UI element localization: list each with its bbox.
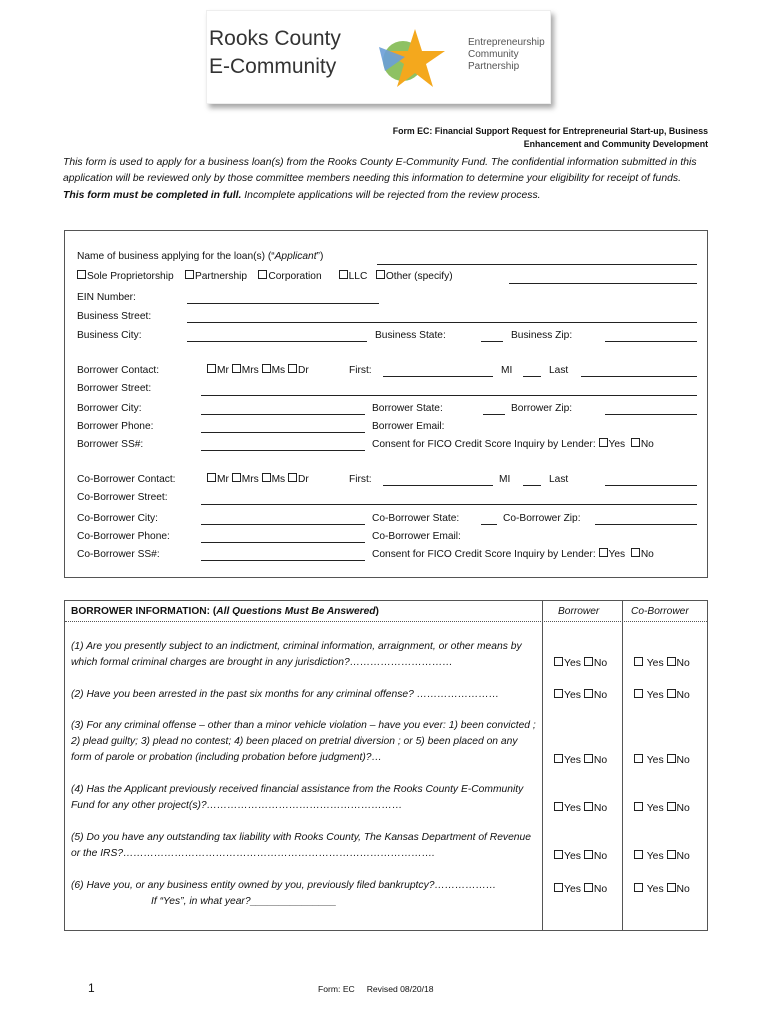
borrower-email-label: Borrower Email: (372, 421, 445, 432)
intro-paragraph: This form is used to apply for a business loan(s) from the Rooks County E-Community Fund. The confidential information submitted in this application will be reviewed only by those committee members needing this information to determine your eligibility for receipt of funds. This form must be completed in full. Incomplete applications will be rejected from the review process. (63, 157, 697, 201)
q1-borrower-answer (554, 657, 607, 669)
coborrower-consent-yes-checkbox[interactable]: Yes (599, 549, 626, 560)
coborrower-consent: Consent for FICO Credit Score Inquiry by Lender: Yes No (372, 549, 654, 560)
coborrower-title-options (207, 473, 309, 486)
coborrower-consent-no-checkbox[interactable]: No (631, 549, 654, 560)
business-street-label: Business Street: (77, 311, 152, 322)
q4-coborrower-no-checkbox[interactable]: No (667, 803, 690, 814)
other-specify-field[interactable] (509, 283, 697, 284)
q4-coborrower-answer (634, 802, 690, 814)
q1-coborrower-answer (634, 657, 690, 669)
borrower-first-field[interactable] (383, 376, 493, 377)
q6-coborrower-no-checkbox[interactable]: No (667, 884, 690, 895)
question-6-followup: If “Yes”, in what year?_______________ (151, 896, 337, 907)
question-4: (4) Has the Applicant previously received financial assistance from the Rooks County E-Community Fund for any other project(s)?………………………………………………… (71, 784, 524, 811)
borrower-street-label: Borrower Street: (77, 383, 152, 394)
borrower-title-options (207, 364, 309, 377)
coborrower-state-label: Co-Borrower State: (372, 513, 460, 524)
coborrower-first-label: First: (349, 474, 372, 485)
q3-coborrower-no-checkbox[interactable]: No (667, 755, 690, 766)
ein-field[interactable] (187, 303, 379, 304)
coborrower-city-label: Co-Borrower City: (77, 513, 158, 524)
entity-type-options (77, 270, 453, 283)
q6-borrower-no-checkbox[interactable]: No (584, 884, 607, 895)
column-divider (622, 601, 623, 930)
corporation-checkbox[interactable]: Corporation (258, 271, 321, 282)
q3-borrower-yes-checkbox[interactable]: Yes (554, 755, 581, 766)
q4-borrower-answer (554, 802, 607, 814)
question-2: (2) Have you been arrested in the past six months for any criminal offense? …………………… (71, 689, 500, 700)
business-name-label: Name of business applying for the loan(s) (“Applicant”) (77, 251, 324, 262)
business-state-label: Business State: (375, 330, 446, 341)
borrower-consent-yes-checkbox[interactable]: Yes (599, 439, 626, 450)
borrower-mrs-checkbox[interactable]: Mrs (232, 365, 259, 376)
q5-coborrower-yes-checkbox[interactable]: Yes (634, 851, 664, 862)
q3-coborrower-yes-checkbox[interactable]: Yes (634, 755, 664, 766)
question-5: (5) Do you have any outstanding tax liability with Rooks County, The Kansas Department of Revenue or the IRS?………………………………………………………………………………. (71, 832, 531, 859)
borrower-state-label: Borrower State: (372, 403, 443, 414)
borrower-consent: Consent for FICO Credit Score Inquiry by Lender: Yes No (372, 439, 654, 450)
q6-coborrower-answer (634, 883, 690, 895)
business-city-label: Business City: (77, 330, 142, 341)
borrower-last-label: Last (549, 365, 569, 376)
partnership-checkbox[interactable]: Partnership (185, 271, 247, 282)
q4-borrower-yes-checkbox[interactable]: Yes (554, 803, 581, 814)
borrower-ss-label: Borrower SS#: (77, 439, 144, 450)
q5-borrower-yes-checkbox[interactable]: Yes (554, 851, 581, 862)
borrower-state-field[interactable] (483, 414, 505, 415)
star-logo-icon (375, 23, 447, 95)
q5-borrower-answer (554, 850, 607, 862)
borrower-consent-no-checkbox[interactable]: No (631, 439, 654, 450)
q2-coborrower-no-checkbox[interactable]: No (667, 690, 690, 701)
col-coborrower-header: Co-Borrower (631, 606, 689, 617)
q2-borrower-no-checkbox[interactable]: No (584, 690, 607, 701)
business-name-field[interactable] (377, 264, 697, 265)
coborrower-zip-field[interactable] (595, 524, 697, 525)
coborrower-first-field[interactable] (383, 485, 493, 486)
q2-borrower-yes-checkbox[interactable]: Yes (554, 690, 581, 701)
q6-coborrower-yes-checkbox[interactable]: Yes (634, 884, 664, 895)
business-zip-field[interactable] (605, 341, 697, 342)
q4-coborrower-yes-checkbox[interactable]: Yes (634, 803, 664, 814)
ein-label: EIN Number: (77, 292, 136, 303)
coborrower-mr-checkbox[interactable]: Mr (207, 474, 229, 485)
q3-borrower-no-checkbox[interactable]: No (584, 755, 607, 766)
business-state-field[interactable] (481, 341, 503, 342)
coborrower-dr-checkbox[interactable]: Dr (288, 474, 309, 485)
q2-coborrower-answer (634, 689, 690, 701)
page-number: 1 (88, 981, 95, 995)
q5-coborrower-answer (634, 850, 690, 862)
sole-proprietorship-checkbox[interactable]: Sole Proprietorship (77, 271, 174, 282)
coborrower-zip-label: Co-Borrower Zip: (503, 513, 581, 524)
question-6: (6) Have you, or any business entity owned by you, previously filed bankruptcy?……………… (71, 880, 497, 891)
borrower-city-field[interactable] (201, 414, 365, 415)
q2-coborrower-yes-checkbox[interactable]: Yes (634, 690, 664, 701)
borrower-zip-label: Borrower Zip: (511, 403, 573, 414)
q2-borrower-answer (554, 689, 607, 701)
borrower-last-field[interactable] (581, 376, 697, 377)
q5-coborrower-no-checkbox[interactable]: No (667, 851, 690, 862)
q1-borrower-no-checkbox[interactable]: No (584, 658, 607, 669)
coborrower-street-field[interactable] (201, 504, 697, 505)
borrower-mi-field[interactable] (523, 376, 541, 377)
question-1: (1) Are you presently subject to an indictment, criminal information, arraignment, or other means by which formal criminal charges are brought in any jurisdiction?………………………… (71, 641, 522, 668)
form-title: Form EC: Financial Support Request for Entrepreneurial Start-up, Business Enhancement and Community Development (392, 126, 708, 149)
q1-coborrower-no-checkbox[interactable]: No (667, 658, 690, 669)
q3-coborrower-answer (634, 754, 690, 766)
logo-name: Rooks County E-Community (209, 27, 341, 78)
coborrower-mi-field[interactable] (523, 485, 541, 486)
borrower-dr-checkbox[interactable]: Dr (288, 365, 309, 376)
coborrower-contact-label: Co-Borrower Contact: (77, 474, 176, 485)
borrower-street-field[interactable] (201, 395, 697, 396)
q1-borrower-yes-checkbox[interactable]: Yes (554, 658, 581, 669)
coborrower-ms-checkbox[interactable]: Ms (262, 474, 286, 485)
coborrower-ss-label: Co-Borrower SS#: (77, 549, 160, 560)
coborrower-phone-label: Co-Borrower Phone: (77, 531, 170, 542)
borrower-info-section (64, 600, 708, 931)
llc-checkbox[interactable]: LLC (339, 271, 368, 282)
borrower-ms-checkbox[interactable]: Ms (262, 365, 286, 376)
header-rule (65, 621, 707, 622)
borrower-zip-field[interactable] (605, 414, 697, 415)
business-city-field[interactable] (187, 341, 367, 342)
borrower-city-label: Borrower City: (77, 403, 142, 414)
q1-coborrower-yes-checkbox[interactable]: Yes (634, 658, 664, 669)
coborrower-mi-label: MI (499, 474, 511, 485)
borrower-ss-field[interactable] (201, 450, 365, 451)
coborrower-mrs-checkbox[interactable]: Mrs (232, 474, 259, 485)
q6-borrower-answer (554, 883, 607, 895)
q6-borrower-yes-checkbox[interactable]: Yes (554, 884, 581, 895)
form-revision: Form: EC Revised 08/20/18 (318, 984, 434, 994)
business-street-field[interactable] (187, 322, 697, 323)
coborrower-phone-field[interactable] (201, 542, 365, 543)
question-3: (3) For any criminal offense – other than a minor vehicle violation – have you ever: 1) been convicted ; 2) plead guilty; 3) plead no contest; 4) been placed on pretrial diversion ; or 5) been placed on any form of parole or probation (including probation before judgment)?… (71, 720, 536, 763)
borrower-mr-checkbox[interactable]: Mr (207, 365, 229, 376)
borrower-mi-label: MI (501, 365, 513, 376)
logo-tagline: Entrepreneurship Community Partnership (468, 37, 545, 72)
business-zip-label: Business Zip: (511, 330, 573, 341)
applicant-section (64, 230, 708, 578)
borrower-contact-label: Borrower Contact: (77, 365, 160, 376)
coborrower-street-label: Co-Borrower Street: (77, 492, 168, 503)
q4-borrower-no-checkbox[interactable]: No (584, 803, 607, 814)
coborrower-last-field[interactable] (605, 485, 697, 486)
coborrower-city-field[interactable] (201, 524, 365, 525)
borrower-phone-label: Borrower Phone: (77, 421, 154, 432)
coborrower-ss-field[interactable] (201, 560, 365, 561)
info-header: BORROWER INFORMATION: (All Questions Must Be Answered) (71, 606, 379, 617)
q3-borrower-answer (554, 754, 607, 766)
coborrower-email-label: Co-Borrower Email: (372, 531, 461, 542)
coborrower-last-label: Last (549, 474, 569, 485)
logo (206, 10, 551, 104)
col-borrower-header: Borrower (558, 606, 600, 617)
borrower-phone-field[interactable] (201, 432, 365, 433)
other-checkbox[interactable]: Other (specify) (376, 271, 453, 282)
column-divider (542, 601, 543, 930)
coborrower-state-field[interactable] (481, 524, 497, 525)
q5-borrower-no-checkbox[interactable]: No (584, 851, 607, 862)
borrower-first-label: First: (349, 365, 372, 376)
